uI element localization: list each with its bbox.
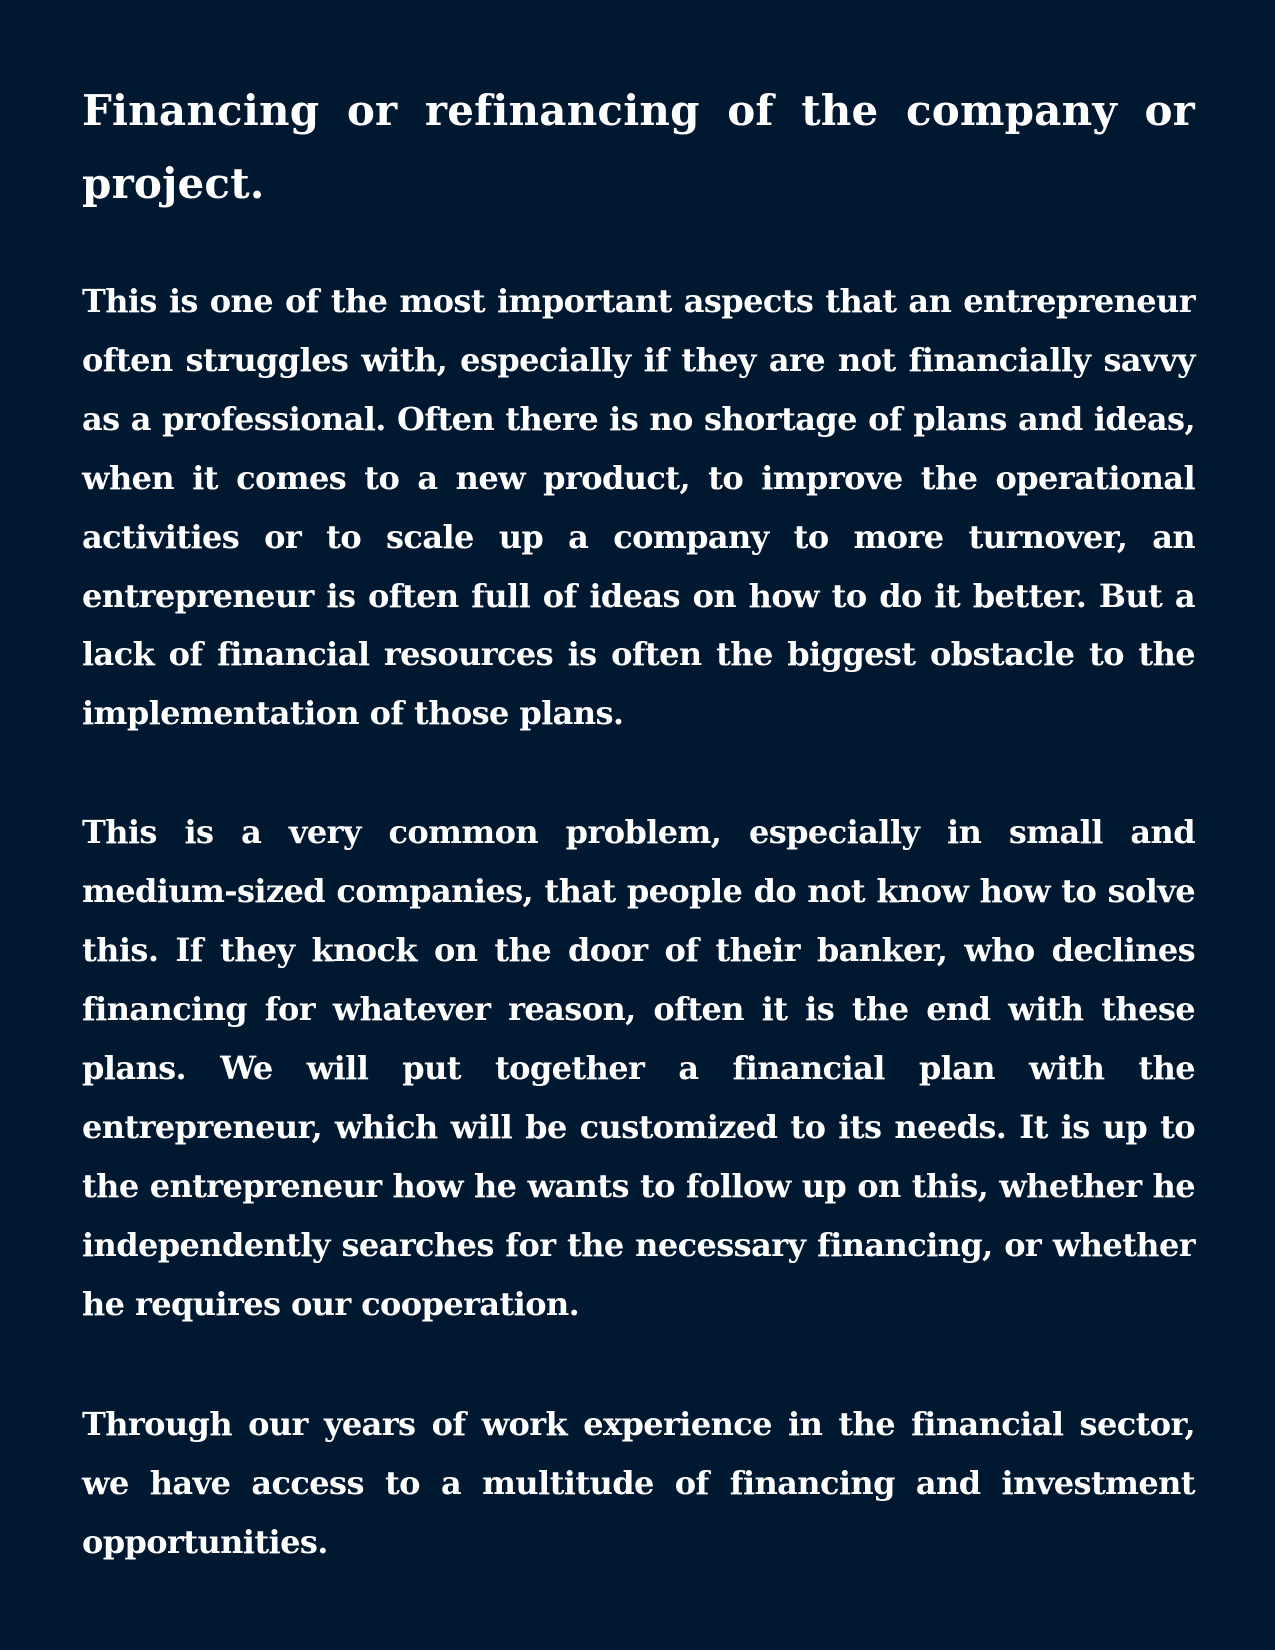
body-paragraph-1: This is one of the most important aspects that an entrepreneur often struggles with, especially if they are not financially savvy as a professional. Often there is no shortage of plans and ideas, when it comes to a new product, to improve the operational activities or to scale up a company to more turnover, an entrepreneur is often full of ideas on how to do it better. But a lack of financial resources is often the biggest obstacle to the implementation of those plans. — [82, 282, 1195, 733]
page-title: Financing or refinancing of the company or project. — [82, 86, 1195, 208]
body-paragraph-3: Through our years of work experience in the financial sector, we have access to a multitude of financing and investment opportunities. — [82, 1405, 1195, 1562]
body-paragraph-2: This is a very common problem, especially in small and medium-sized companies, that people do not know how to solve this. If they knock on the door of their banker, who declines financing for whatever reason, often it is the end with these plans. We will put together a financial plan with the entrepreneur, which will be customized to its needs. It is up to the entrepreneur how he wants to follow up on this, whether he independently searches for the necessary financing, or whether he requires our cooperation. — [82, 813, 1195, 1323]
